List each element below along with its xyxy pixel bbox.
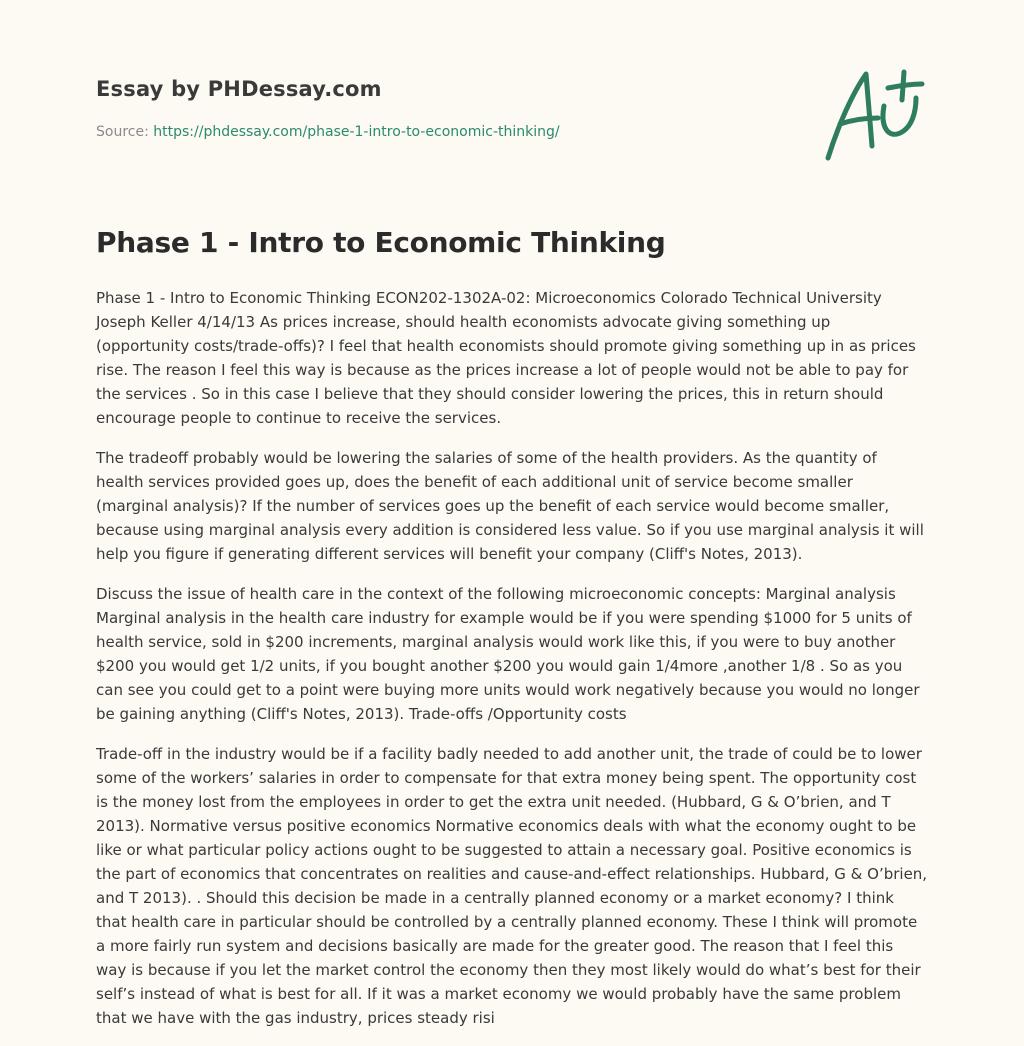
article-paragraph: The tradeoff probably would be lowering the salaries of some of the health providers. As the quantity of health services provided goes up, does the benefit of each additional unit of service become smaller (marginal analysis)? If the number of services goes up the benefit of each service would become smaller, because using marginal analysis every addition is considered less value. So if you use marginal analysis it will help you figure if generating different services will benefit your company (Cliff's Notes, 2013). <box>96 449 924 563</box>
source-label: Source: <box>96 124 154 140</box>
article-title: Phase 1 - Intro to Economic Thinking <box>96 226 666 259</box>
site-brand: Essay by PHDessay.com <box>96 77 382 101</box>
article-paragraph: Trade-off in the industry would be if a facility badly needed to add another unit, the trade of could be to lower some of the workers’ salaries in order to compensate for that extra money being spent. The opportunity cost is the money lost from the employees in order to get the extra unit needed. (Hubbard, G & O’brien, and T 2013). Normative versus positive economics Normative economics deals with what the economy ought to be like or what particular policy actions ought to be suggested to attain a necessary goal. Positive economics is the part of economics that concentrates on realities and cause-and-effect relationships. Hubbard, G & O’brien, and T 2013). . Should this decision be made in a centrally planned economy or a market economy? I think that health care in particular should be controlled by a centrally planned economy. These I think will promote a more fairly run system and decisions basically are made for the greater good. The reason that I feel this way is because if you let the market control the economy then they most likely would do what’s best for their self’s instead of what is best for all. If it was a market economy we would probably have the same problem that we have with the gas industry, prices steady risi <box>96 745 928 1027</box>
article-paragraph: Discuss the issue of health care in the context of the following microeconomic concepts: Marginal analysis Marginal analysis in the health care industry for example would be if you were spending $1000 for 5 units of health service, sold in $200 increments, marginal analysis would work like this, if you were to buy another $200 you would get 1/2 units, if you bought another $200 you would gain 1/4more ,another 1/8 . So as you can see you could get to a point were buying more units would work negatively because you would no longer be gaining anything (Cliff's Notes, 2013). Trade-offs /Opportunity costs <box>96 585 920 723</box>
article-paragraph: Phase 1 - Intro to Economic Thinking ECON202-1302A-02: Microeconomics Colorado Technical University Joseph Keller 4/14/13 As prices increase, should health economists advocate giving something up (opportunity costs/trade-offs)? I feel that health economists should promote giving something up in as prices rise. The reason I feel this way is because as the prices increase a lot of people would not be able to pay for the services . So in this case I believe that they should consider lowering the prices, this in return should encourage people to continue to receive the services. <box>96 289 916 427</box>
article-body <box>96 286 928 1046</box>
source-line <box>96 124 560 140</box>
a-plus-logo-icon <box>822 66 926 166</box>
source-link[interactable]: https://phdessay.com/phase-1-intro-to-economic-thinking/ <box>153 124 560 140</box>
